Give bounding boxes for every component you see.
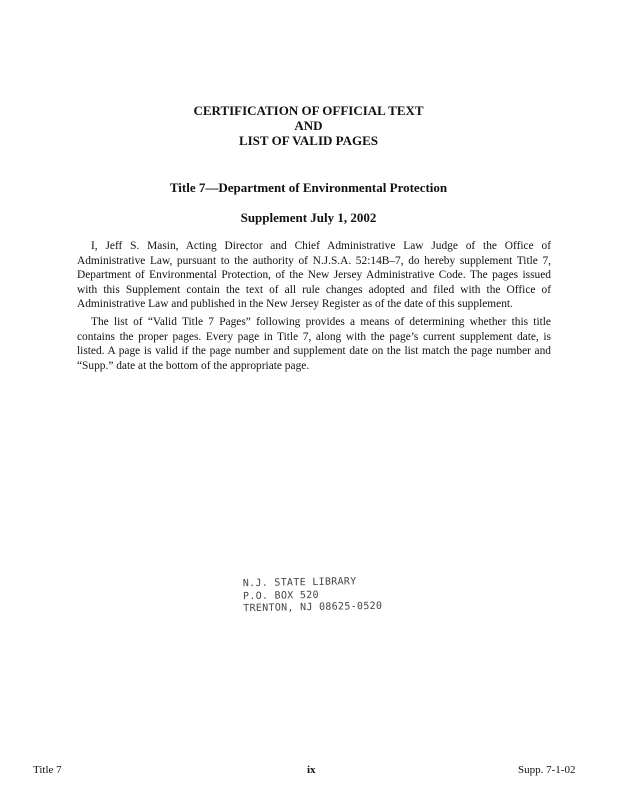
paragraph-2-text: The list of “Valid Title 7 Pages” following provides a means of determining whether this title contains the proper pages. Every page in Title 7, along with the page’s current supplement date, is listed. A page is valid if the page number and supplement date on the list match the page number and “Supp.” date at the bottom of the appropriate page. [77, 316, 551, 372]
page-number: ix [307, 764, 316, 776]
stamp-line-3: TRENTON, NJ 08625-0520 [243, 600, 383, 615]
library-stamp [243, 576, 383, 616]
certification-heading [0, 103, 617, 148]
stamp-line-2: P.O. BOX 520 [242, 589, 319, 602]
valid-pages-paragraph [77, 315, 551, 373]
document-title: Title 7—Department of Environmental Protection [169, 180, 448, 195]
stamp-line-1: N.J. STATE LIBRARY [242, 576, 357, 590]
heading-line-3: LIST OF VALID PAGES [238, 133, 379, 148]
footer-right: Supp. 7-1-02 [518, 764, 576, 776]
heading-line-1: CERTIFICATION OF OFFICIAL TEXT [193, 103, 424, 118]
footer-left: Title 7 [33, 764, 62, 776]
heading-line-2: AND [294, 118, 323, 133]
certification-paragraph [77, 239, 551, 312]
supplement-date: Supplement July 1, 2002 [240, 210, 377, 225]
paragraph-1-text: I, Jeff S. Masin, Acting Director and Chief Administrative Law Judge of the Office of Administrative Law, pursuant to the authority of N.J.S.A. 52:14B–7, do hereby supplement Title 7, Department of Environmental Protection, of the New Jersey Administrative Code. The pages issued with this Supplement contain the text of all rule changes adopted and filed with the Office of Administrative Law and published in the New Jersey Register as of the date of this supplement. [77, 240, 551, 311]
